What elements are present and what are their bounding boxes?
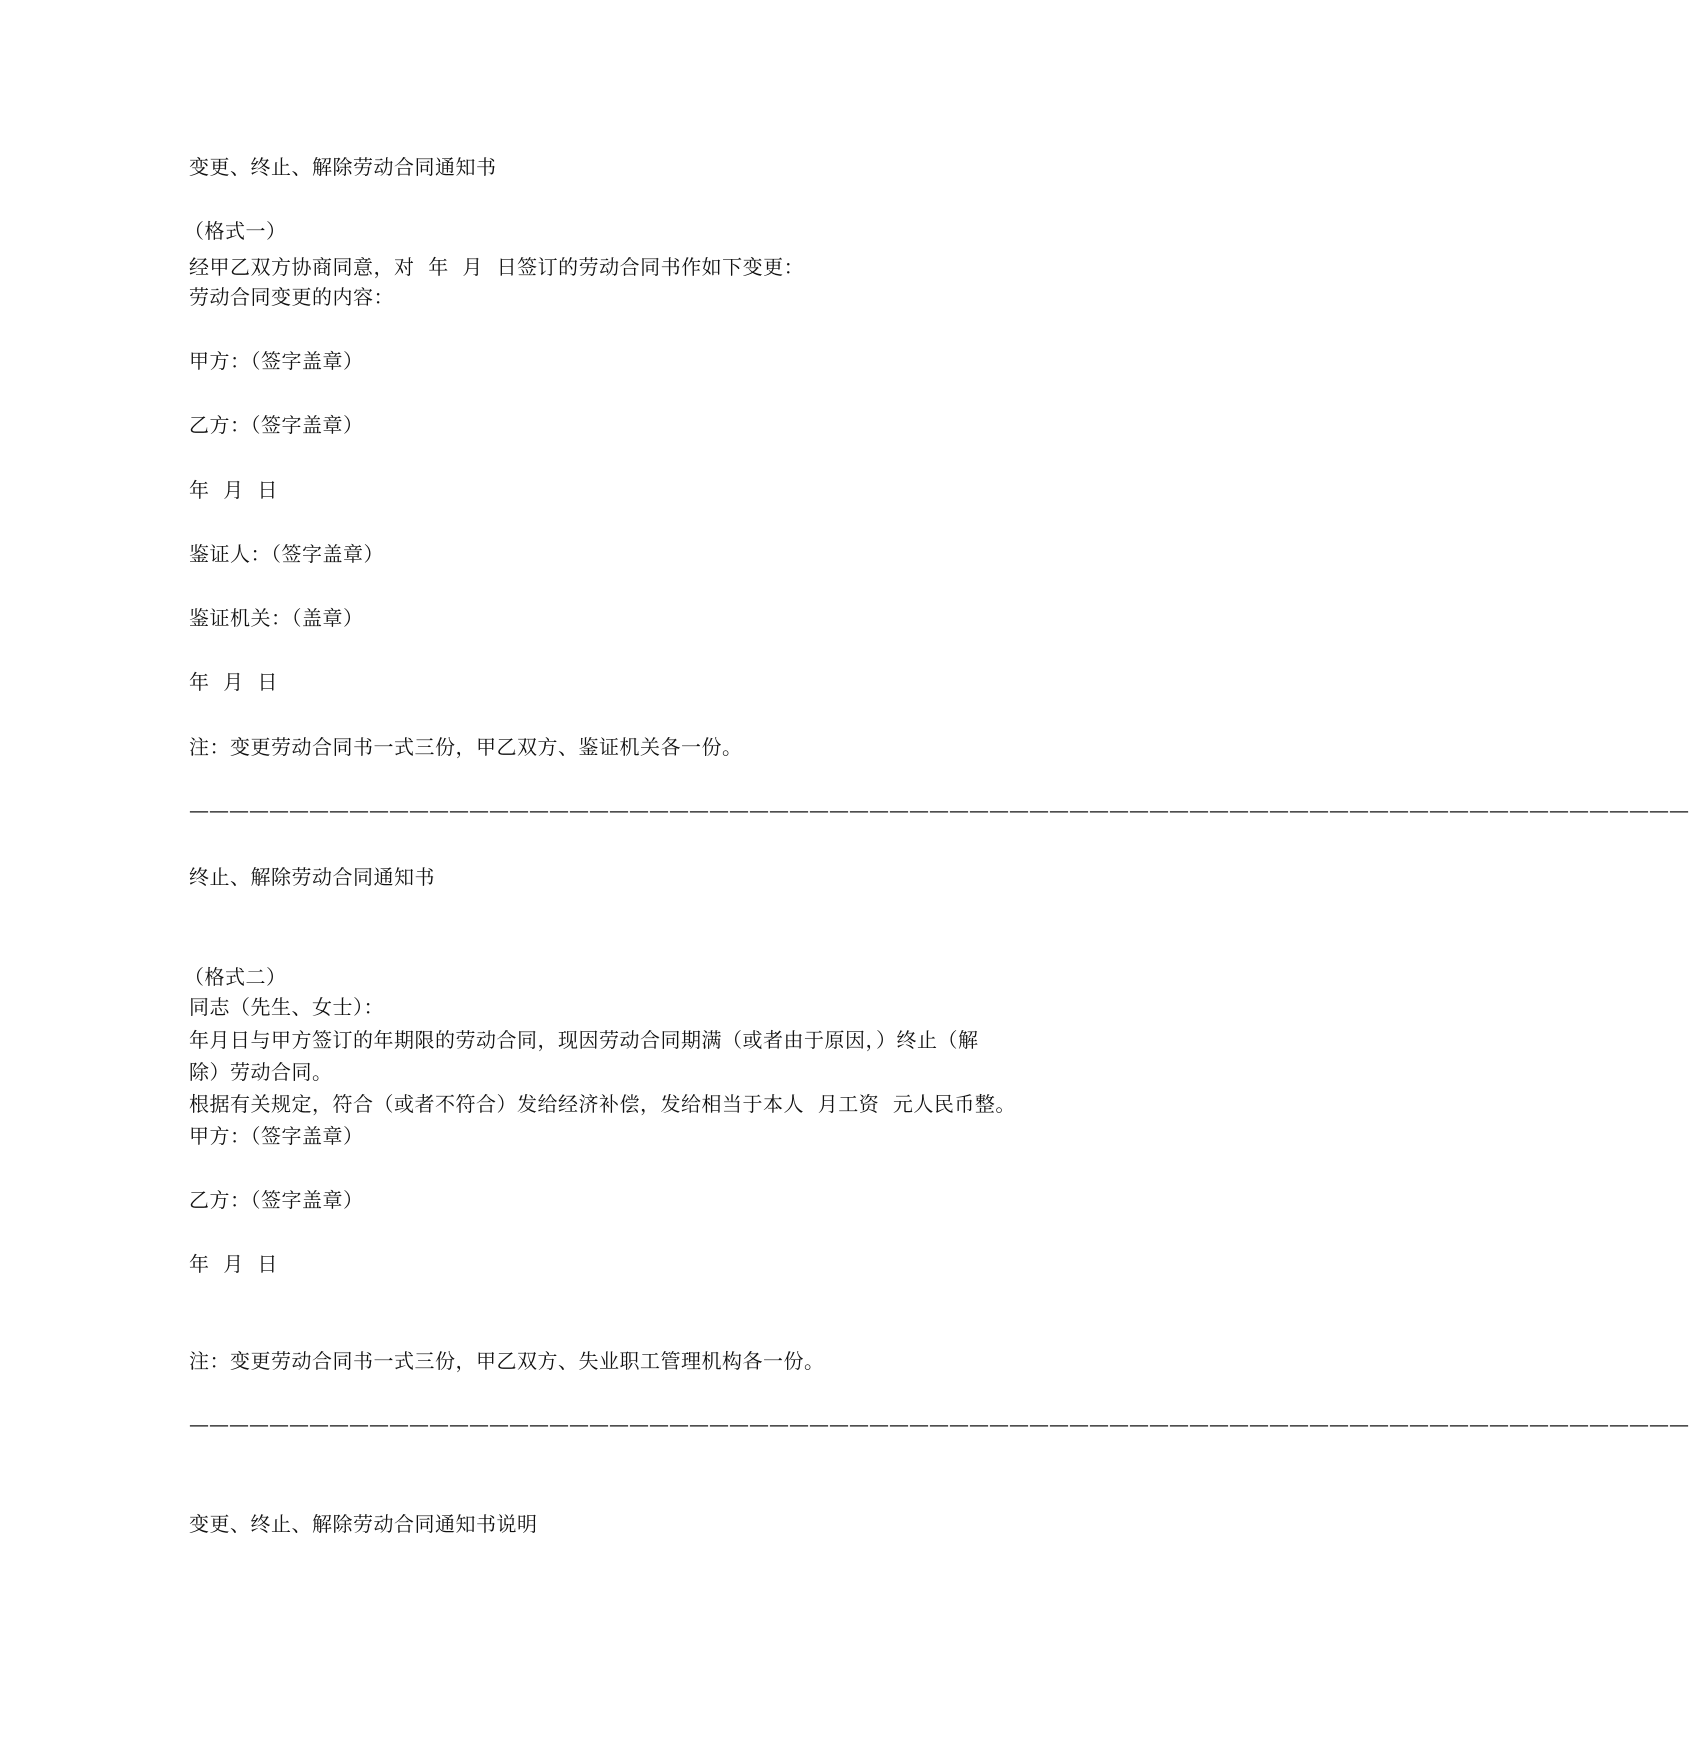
format1-content-label: 劳动合同变更的内容： (189, 285, 394, 309)
format1-party-b: 乙方：（签字盖章） (189, 413, 364, 437)
format1-date2: 年 月 日 (189, 670, 278, 694)
format2-body-line3: 根据有关规定，符合（或者不符合）发给经济补偿，发给相当于本人 月工资 元人民币整。 (189, 1092, 1016, 1116)
format2-note: 注：变更劳动合同书一式三份，甲乙双方、失业职工管理机构各一份。 (189, 1349, 825, 1373)
format2-label: （格式二） (184, 965, 287, 989)
format1-witness: 鉴证人：（签字盖章） (189, 542, 384, 566)
format2-date: 年 月 日 (189, 1252, 278, 1276)
format2-body-line1: 年月日与甲方签订的年期限的劳动合同，现因劳动合同期满（或者由于原因，）终止（解 (189, 1028, 979, 1052)
separator-line-2: ——————————————————————————————————————————————————————————————————————————— (189, 1412, 1689, 1436)
format1-intro: 经甲乙双方协商同意，对 年 月 日签订的劳动合同书作如下变更： (189, 255, 805, 279)
format1-label: （格式一） (184, 219, 287, 243)
format2-salutation: 同志（先生、女士）： (189, 995, 384, 1019)
format1-witness-org: 鉴证机关：（盖章） (189, 606, 364, 630)
format2-party-b: 乙方：（签字盖章） (189, 1188, 364, 1212)
format2-body-line2: 除）劳动合同。 (189, 1060, 333, 1084)
section2-title: 终止、解除劳动合同通知书 (189, 865, 435, 889)
format1-party-a: 甲方：（签字盖章） (189, 349, 364, 373)
format1-date1: 年 月 日 (189, 478, 278, 502)
separator-line-1: ——————————————————————————————————————————————————————————————————————————— (189, 798, 1689, 822)
format1-note: 注：变更劳动合同书一式三份，甲乙双方、鉴证机关各一份。 (189, 735, 743, 759)
section3-title: 变更、终止、解除劳动合同通知书说明 (189, 1512, 538, 1536)
format2-party-a: 甲方：（签字盖章） (189, 1124, 364, 1148)
document-title: 变更、终止、解除劳动合同通知书 (189, 155, 497, 179)
